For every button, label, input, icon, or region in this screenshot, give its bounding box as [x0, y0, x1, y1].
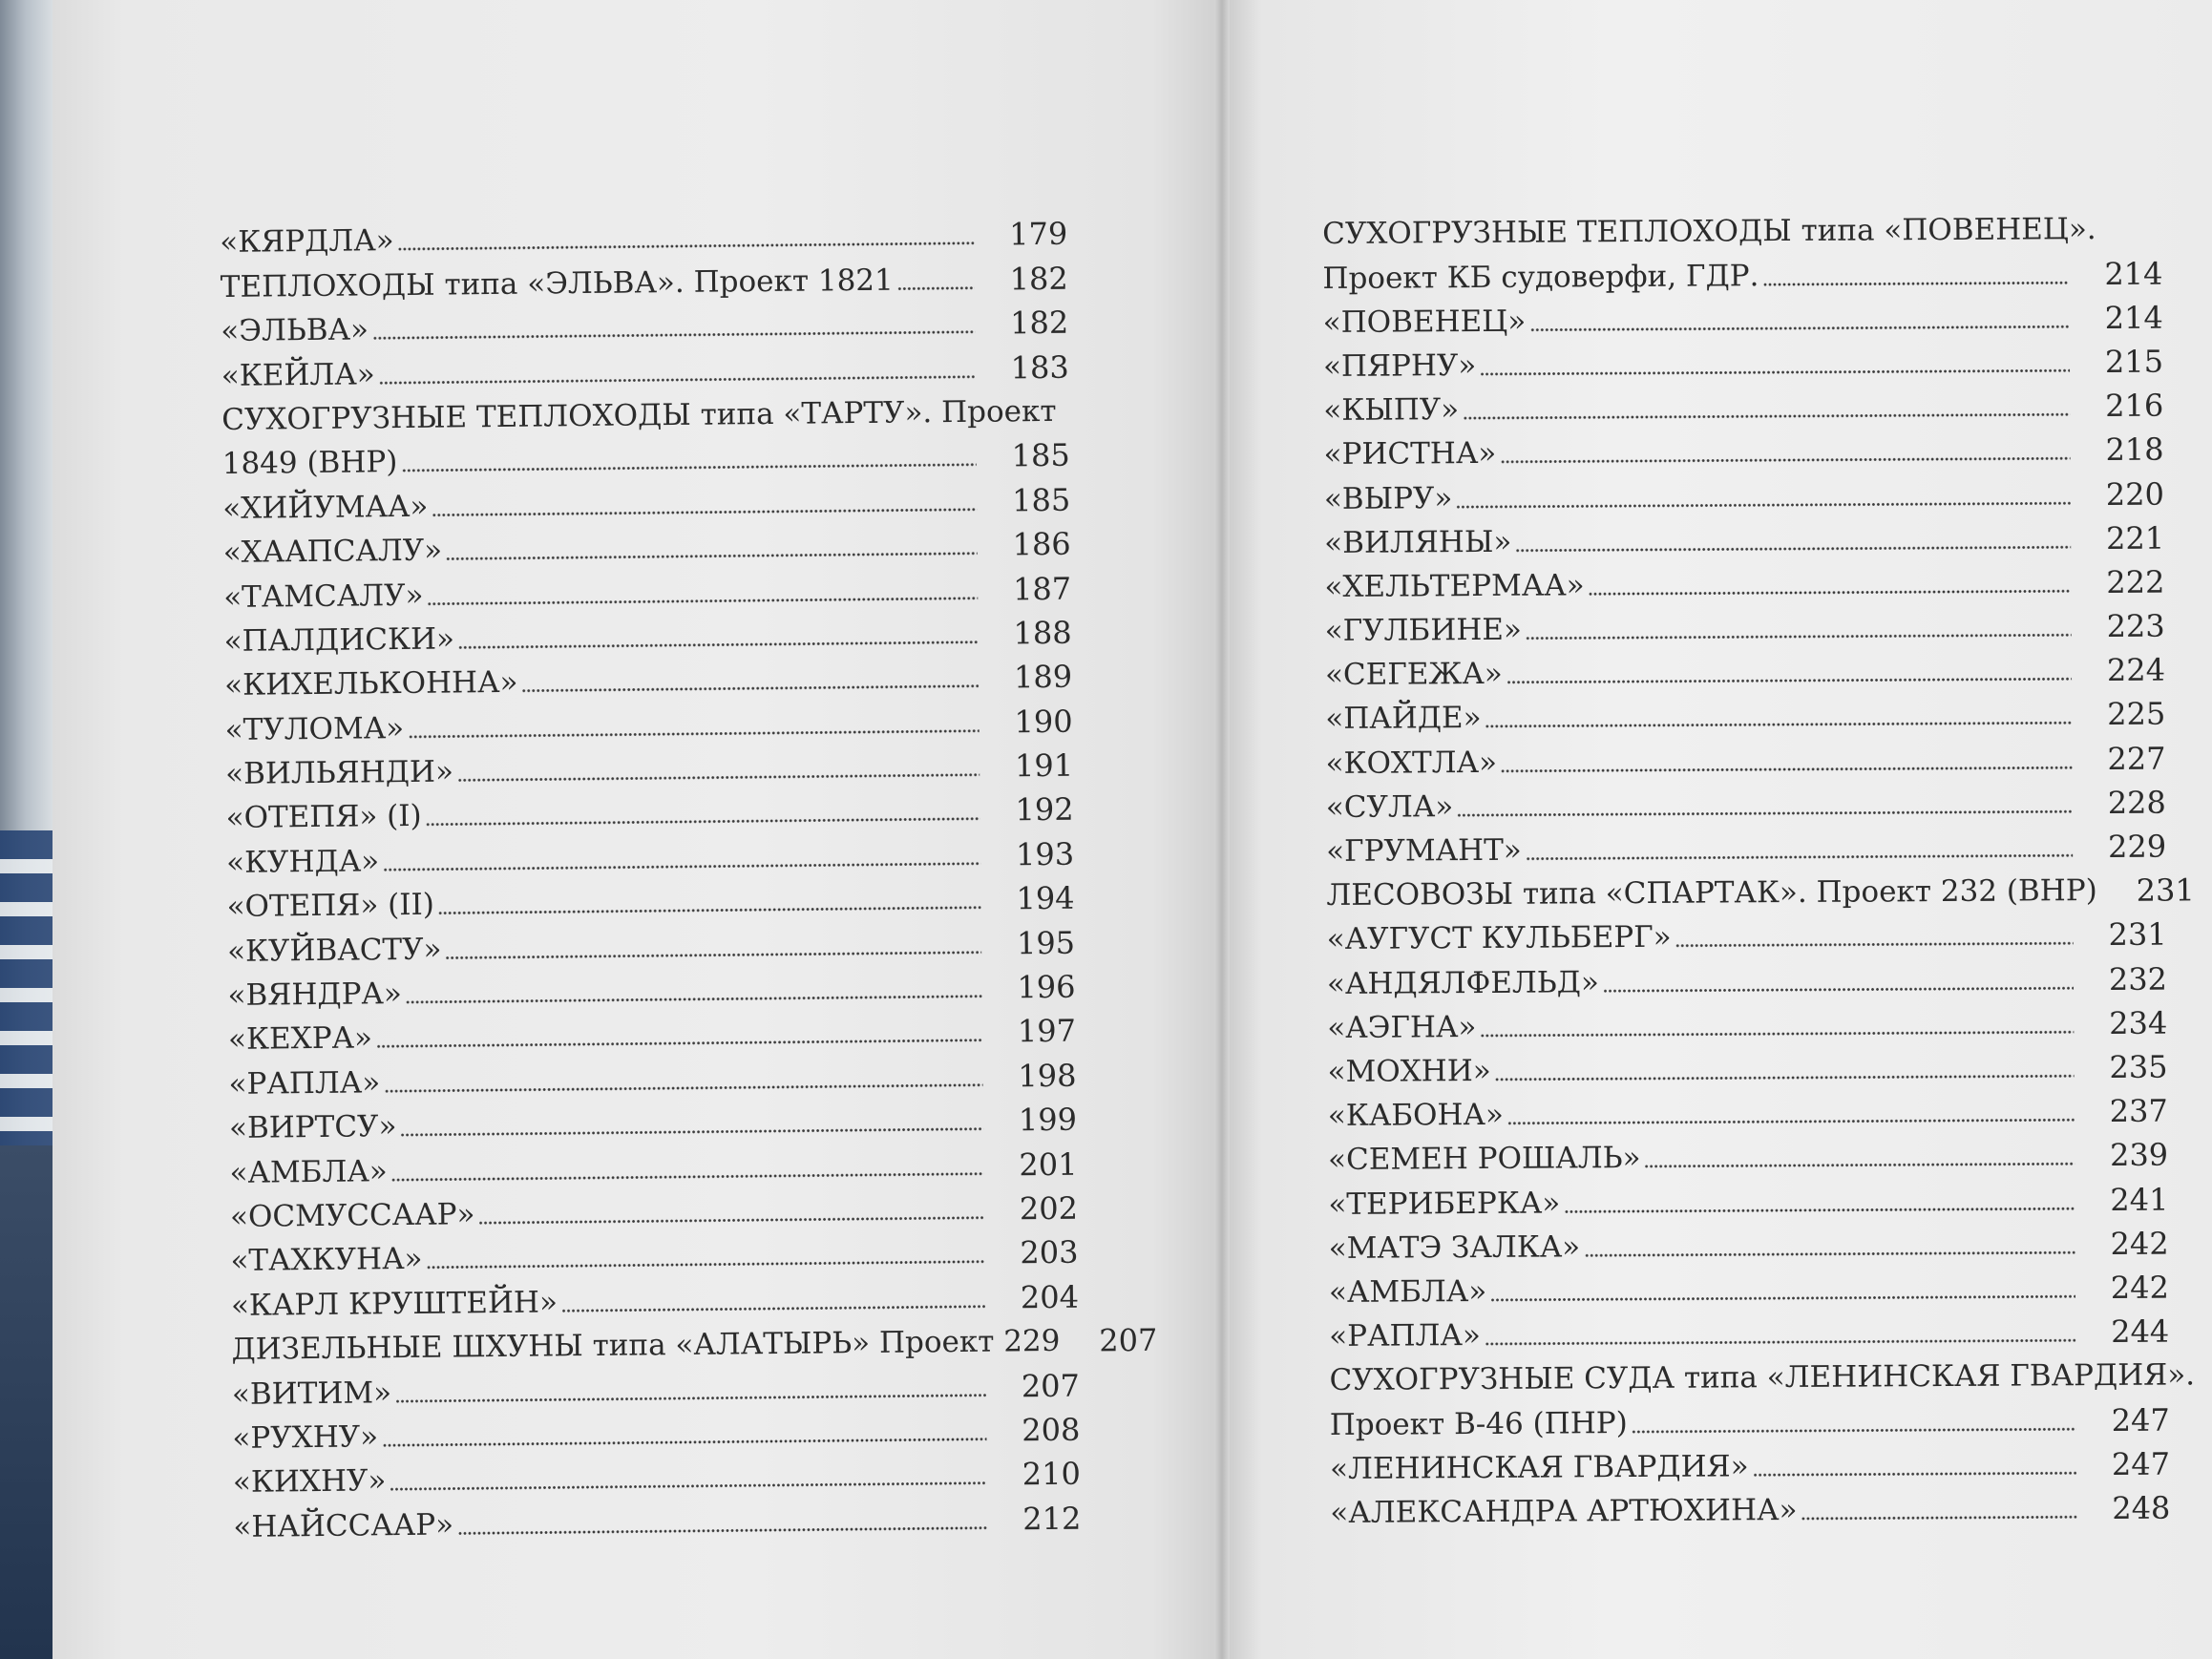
toc-page-number: 199: [1018, 1101, 1078, 1139]
dot-leader: [408, 728, 979, 738]
toc-page-number: 242: [2110, 1269, 2170, 1306]
toc-page-number: 235: [2109, 1048, 2168, 1085]
table-of-contents-right: [1322, 200, 2196, 1531]
toc-title: «ПАЙДЕ»: [1325, 701, 1482, 737]
toc-row: [1327, 906, 2167, 956]
toc-row: [1322, 244, 2162, 294]
toc-row: [1329, 1302, 2169, 1352]
background-dark-object: [0, 1145, 57, 1659]
dot-leader: [1589, 589, 2072, 596]
toc-section-heading: СУХОГРУЗНЫЕ СУДА типа «ЛЕНИНСКАЯ ГВАРДИЯ».: [1329, 1357, 2196, 1398]
toc-title: «КЕХРА»: [227, 1020, 373, 1058]
toc-row: [1323, 332, 2163, 382]
toc-entry: [1323, 288, 2163, 338]
toc-entry: [1327, 906, 2167, 956]
toc-entry: [1325, 729, 2165, 779]
dot-leader: [1456, 501, 2071, 509]
dot-leader: [438, 906, 981, 915]
toc-title: «СЕМЕН РОШАЛЬ»: [1328, 1141, 1641, 1178]
toc-title: «АЭГНА»: [1327, 1009, 1477, 1045]
dot-leader: [1485, 722, 2073, 729]
dot-leader: [398, 242, 975, 251]
toc-page-number: 188: [1013, 614, 1072, 652]
dot-leader: [391, 1171, 984, 1181]
toc-title: «АМБЛА»: [1328, 1273, 1487, 1310]
toc-title: «РАПЛА»: [228, 1065, 381, 1102]
toc-page-number: 248: [2112, 1489, 2171, 1527]
dot-leader: [1463, 412, 2070, 420]
toc-title: «ОСМУССААР»: [229, 1197, 475, 1234]
toc-page-number: 216: [2105, 387, 2164, 425]
toc-title: «АУГУСТ КУЛЬБЕРГ»: [1326, 920, 1672, 957]
toc-row: [1324, 509, 2164, 558]
toc-title: «АМБЛА»: [229, 1153, 388, 1190]
toc-title: Проект В-46 (ПНР): [1329, 1405, 1628, 1442]
toc-page-number: 202: [1019, 1189, 1079, 1228]
toc-title: «КЯРДЛА»: [220, 223, 394, 261]
dot-leader: [426, 817, 980, 827]
toc-page-number: 204: [1020, 1278, 1080, 1316]
toc-title: ДИЗЕЛЬНЫЕ ШХУНЫ типа «АЛАТЫРЬ» Проект 229: [231, 1324, 1061, 1368]
dot-leader: [1480, 368, 2070, 376]
toc-entry: [1328, 1082, 2168, 1132]
dot-leader: [427, 1260, 985, 1270]
toc-title: «ВИЛЯНЫ»: [1324, 524, 1512, 560]
toc-title: «ПЯРНУ»: [1322, 347, 1477, 384]
toc-page-number: 218: [2105, 430, 2164, 469]
toc-title: «МОХНИ»: [1327, 1053, 1491, 1089]
toc-entry: [1329, 1302, 2169, 1352]
toc-page-number: 190: [1014, 703, 1073, 740]
toc-title: «КАРЛ КРУШТЕЙН»: [230, 1285, 558, 1323]
dot-leader: [432, 507, 977, 516]
toc-title: «ОТЕПЯ» (I): [225, 799, 422, 836]
toc-page-number: 185: [1011, 437, 1070, 474]
toc-title: «ВИЛЬЯНДИ»: [224, 754, 454, 792]
toc-entry: [1323, 332, 2163, 382]
dot-leader: [428, 596, 979, 605]
toc-page-number: 222: [2106, 563, 2165, 600]
toc-page-number: 179: [1008, 216, 1068, 253]
toc-page-number: 185: [1011, 481, 1071, 519]
toc-page-number: 192: [1015, 791, 1074, 829]
toc-title: «КАБОНА»: [1327, 1097, 1505, 1134]
toc-page-number: 183: [1010, 348, 1069, 386]
toc-row: [1323, 377, 2163, 427]
toc-page-number: 244: [2111, 1312, 2170, 1351]
toc-title: «АЛЕКСАНДРА АРТЮХИНА»: [1330, 1493, 1798, 1531]
toc-page-number: 232: [2108, 960, 2168, 998]
toc-page-number: 234: [2109, 1004, 2168, 1041]
toc-title: «ХИЙУМАА»: [222, 489, 429, 526]
toc-row: [1325, 641, 2165, 691]
toc-entry: [1328, 1126, 2168, 1176]
toc-row: [1327, 950, 2167, 999]
toc-title: «ВИТИМ»: [231, 1375, 392, 1412]
toc-page-number: 203: [1020, 1234, 1079, 1271]
toc-page-number: 231: [2108, 916, 2167, 954]
dot-leader: [446, 552, 978, 561]
dot-leader: [1501, 766, 2073, 773]
toc-entry: [1325, 685, 2165, 735]
toc-entry: [1324, 465, 2164, 514]
toc-title: «ПАЛДИСКИ»: [223, 621, 455, 659]
toc-entry: [1323, 421, 2163, 471]
toc-entry: [1323, 377, 2163, 427]
dot-leader: [446, 950, 982, 959]
toc-page-number: 241: [2110, 1181, 2169, 1218]
toc-page-number: 237: [2109, 1092, 2168, 1130]
dot-leader: [1632, 1427, 2076, 1434]
toc-page-number: 195: [1016, 924, 1076, 961]
toc-entry: [1329, 1258, 2169, 1308]
toc-title: «СЕГЕЖА»: [1324, 657, 1503, 693]
toc-row: [1323, 288, 2163, 338]
toc-title: «ХЕЛЬТЕРМАА»: [1324, 568, 1585, 604]
toc-page-number: 225: [2107, 696, 2166, 733]
toc-row: [1325, 598, 2165, 647]
toc-page-number: 201: [1019, 1145, 1078, 1183]
toc-title: «ТУЛОМА»: [224, 710, 405, 747]
toc-title: 1849 (ВНР): [221, 445, 398, 482]
toc-title: «МАТЭ ЗАЛКА»: [1328, 1229, 1581, 1266]
toc-title: «АНДЯЛФЕЛЬД»: [1326, 964, 1599, 1001]
toc-section-heading: СУХОГРУЗНЫЕ ТЕПЛОХОДЫ типа «ТАРТУ». Проект: [221, 393, 1057, 437]
toc-page-number: 220: [2105, 475, 2164, 513]
toc-title: «КУЙВАСТУ»: [226, 932, 442, 969]
toc-title: «ВЯНДРА»: [227, 976, 403, 1013]
toc-page-number: 196: [1017, 968, 1076, 1006]
toc-page-number: 194: [1016, 879, 1075, 917]
toc-page-number: 231: [2136, 872, 2195, 910]
dot-leader: [1753, 1471, 2076, 1477]
toc-row: [1324, 465, 2164, 514]
dot-leader: [1506, 677, 2072, 684]
toc-title: «ЛЕНИНСКАЯ ГВАРДИЯ»: [1329, 1449, 1749, 1486]
toc-row: [1326, 862, 2195, 914]
toc-page-number: 207: [1021, 1367, 1081, 1404]
toc-row: [1326, 817, 2167, 870]
dot-leader: [1485, 1338, 2075, 1346]
dot-leader: [458, 640, 979, 650]
dot-leader: [479, 1216, 985, 1226]
table-of-contents-left: [220, 205, 1158, 1544]
dot-leader: [379, 374, 976, 385]
toc-page-number: 214: [2104, 255, 2163, 292]
toc-title: «РИСТНА»: [1323, 436, 1497, 472]
toc-entry: [1328, 1214, 2168, 1264]
toc-page-number: 228: [2107, 784, 2166, 821]
toc-title: Проект КБ судоверфи, ГДР.: [1322, 258, 1759, 296]
toc-page-number: 191: [1014, 746, 1074, 785]
toc-row: [1328, 1082, 2168, 1132]
toc-entry: [1326, 862, 2195, 914]
toc-entry: [1322, 200, 2163, 294]
toc-page-number: 221: [2105, 519, 2165, 556]
toc-page-number: 208: [1022, 1411, 1081, 1449]
toc-page-number: 229: [2107, 828, 2167, 866]
toc-page-number: 210: [1022, 1455, 1082, 1493]
toc-page-number: 189: [1013, 658, 1073, 696]
dot-leader: [401, 1127, 984, 1137]
toc-page-number: 224: [2106, 651, 2166, 689]
toc-entry: [1330, 1435, 2170, 1484]
toc-row: [1325, 729, 2165, 779]
toc-entry: [1327, 994, 2167, 1043]
toc-row: [1327, 994, 2167, 1043]
toc-row: [1328, 1214, 2168, 1264]
toc-page-number: 227: [2107, 740, 2166, 777]
toc-row: [1326, 773, 2166, 823]
toc-page-number: 182: [1009, 304, 1069, 342]
dot-leader: [1603, 986, 2074, 993]
dot-leader: [390, 1481, 987, 1492]
toc-entry: [1324, 553, 2164, 602]
dot-leader: [1762, 281, 2069, 286]
toc-row: [1328, 1170, 2168, 1220]
toc-title: «КОХТЛА»: [1325, 745, 1498, 781]
toc-title: «ПОВЕНЕЦ»: [1322, 304, 1527, 340]
dot-leader: [383, 862, 980, 872]
toc-page-number: 197: [1017, 1013, 1077, 1050]
toc-title: «ВЫРУ»: [1323, 480, 1453, 516]
toc-title: «ХААПСАЛУ»: [222, 533, 443, 571]
toc-page-number: 207: [1099, 1321, 1158, 1359]
toc-title: «КЫПУ»: [1323, 392, 1460, 429]
toc-title: «РАПЛА»: [1329, 1318, 1482, 1354]
toc-title: «ГРУМАНТ»: [1326, 832, 1522, 870]
dot-leader: [406, 995, 982, 1004]
toc-entry: [221, 382, 1070, 482]
book-spine: [1214, 0, 1230, 1659]
dot-leader: [522, 684, 980, 693]
toc-entry: [1325, 598, 2165, 647]
dot-leader: [1584, 1250, 2075, 1257]
toc-title: «ЭЛЬВА»: [221, 312, 369, 349]
toc-row: [1327, 1038, 2167, 1087]
toc-row: [1323, 421, 2163, 471]
toc-entry: [1327, 950, 2167, 999]
toc-entry: [1328, 1170, 2168, 1220]
toc-page-number: 193: [1015, 835, 1075, 873]
dot-leader: [1801, 1515, 2077, 1521]
dot-leader: [561, 1304, 985, 1312]
toc-title: «ТЕРИБЕРКА»: [1328, 1186, 1561, 1222]
toc-page-number: 215: [2104, 343, 2164, 380]
toc-row: [1328, 1126, 2168, 1176]
toc-title: «ОТЕПЯ» (II): [226, 887, 435, 925]
toc-title: «КИХЕЛЬКОННА»: [223, 665, 518, 704]
toc-title: ЛЕСОВОЗЫ типа «СПАРТАК». Проект 232 (ВНР): [1326, 873, 2097, 914]
toc-row: [1329, 1258, 2169, 1308]
dot-leader: [1645, 1163, 2075, 1169]
toc-title: «КЕЙЛА»: [221, 356, 375, 393]
toc-page-number: 242: [2110, 1225, 2169, 1262]
toc-page-number: 198: [1018, 1057, 1077, 1095]
toc-title: «ГУЛБИНЕ»: [1324, 612, 1523, 649]
toc-title: «КИХНУ»: [232, 1463, 387, 1501]
dot-leader: [1564, 1207, 2075, 1213]
toc-title: «КУНДА»: [225, 844, 380, 880]
toc-row: [1324, 553, 2164, 602]
toc-entry: [1324, 509, 2164, 558]
toc-row: [1330, 1391, 2170, 1440]
toc-page-number: 247: [2111, 1445, 2171, 1482]
toc-page-number: 187: [1012, 570, 1072, 607]
dot-leader: [1457, 809, 2073, 817]
dot-leader: [1500, 457, 2070, 465]
toc-page-number: 182: [1009, 260, 1068, 298]
toc-title: ТЕПЛОХОДЫ типа «ЭЛЬВА». Проект 1821: [220, 262, 894, 304]
dot-leader: [457, 773, 980, 783]
toc-section-heading: СУХОГРУЗНЫЕ ТЕПЛОХОДЫ типа «ПОВЕНЕЦ».: [1322, 212, 2096, 252]
background-striped-object: [0, 830, 57, 1145]
toc-title: «ТАХКУНА»: [230, 1242, 423, 1279]
toc-page-number: 239: [2109, 1136, 2169, 1174]
dot-leader: [1495, 1074, 2075, 1082]
dot-leader: [1480, 1030, 2074, 1038]
toc-page-number: 212: [1022, 1500, 1082, 1537]
dot-leader: [395, 1393, 986, 1402]
toc-entry: [1326, 773, 2166, 823]
dot-leader: [401, 463, 976, 472]
toc-title: «СУЛА»: [1325, 789, 1454, 825]
toc-title: «ТАМСАЛУ»: [223, 578, 424, 615]
dot-leader: [1675, 942, 2074, 949]
toc-entry: [1325, 641, 2165, 691]
toc-page-number: 186: [1012, 525, 1071, 563]
toc-entry: [1327, 1038, 2167, 1087]
dot-leader: [1515, 545, 2071, 553]
dot-leader: [1507, 1118, 2075, 1125]
toc-row: [1330, 1435, 2170, 1484]
toc-row: [1330, 1479, 2171, 1531]
toc-page-number: 223: [2106, 607, 2165, 645]
toc-page-number: 214: [2104, 299, 2163, 336]
dot-leader: [457, 1525, 987, 1535]
toc-title: «ВИРТСУ»: [228, 1109, 397, 1146]
toc-entry: [1330, 1479, 2171, 1531]
dot-leader: [1490, 1294, 2075, 1302]
toc-page-number: 247: [2111, 1401, 2170, 1438]
toc-title: «РУХНУ»: [232, 1419, 379, 1456]
toc-entry: [1326, 817, 2167, 870]
dot-leader: [897, 286, 975, 291]
dot-leader: [1526, 853, 2073, 861]
dot-leader: [1529, 325, 2070, 331]
toc-entry: [1329, 1347, 2196, 1442]
toc-row: [1325, 685, 2165, 735]
dot-leader: [1526, 633, 2072, 640]
toc-title: «НАЙССААР»: [233, 1507, 454, 1544]
